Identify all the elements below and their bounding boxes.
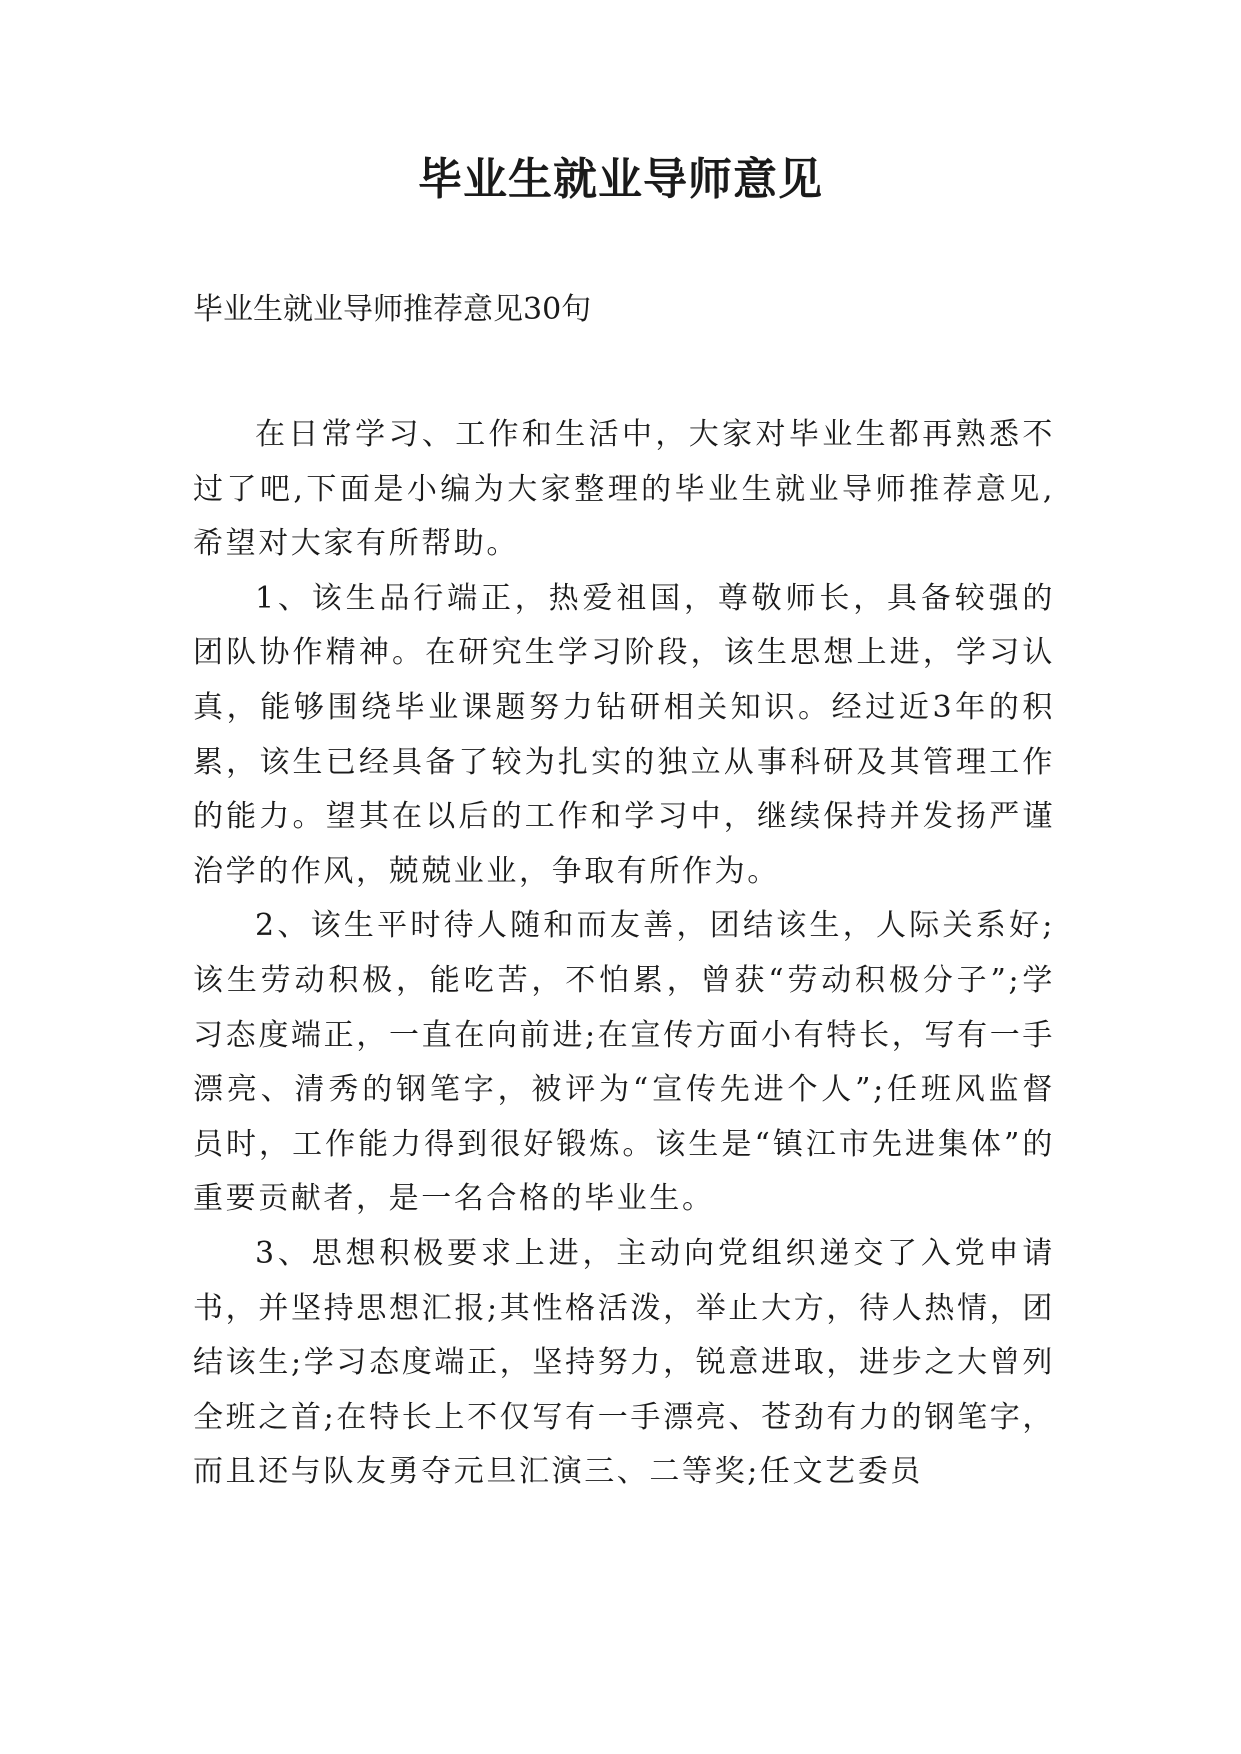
document-subtitle: 毕业生就业导师推荐意见30句	[193, 292, 592, 327]
intro-paragraph: 在日常学习、工作和生活中，大家对毕业生都再熟悉不过了吧,下面是小编为大家整理的毕业生就业导师推荐意见,希望对大家有所帮助。	[193, 417, 1055, 562]
document-title: 毕业生就业导师意见	[418, 154, 823, 205]
opinion-paragraph-1: 1、该生品行端正，热爱祖国，尊敬师长，具备较强的团队协作精神。在研究生学习阶段，该生思想上进，学习认真，能够围绕毕业课题努力钻研相关知识。经过近3年的积累，该生已经具备了较为扎实的独立从事科研及其管理工作的能力。望其在以后的工作和学习中，继续保持并发扬严谨治学的作风，兢兢业业，争取有所作为。	[193, 580, 1055, 889]
opinion-paragraph-2: 2、该生平时待人随和而友善，团结该生，人际关系好;该生劳动积极，能吃苦，不怕累，曾获“劳动积极分子”;学习态度端正，一直在向前进;在宣传方面小有特长，写有一手漂亮、清秀的钢笔字，被评为“宣传先进个人”;任班风监督员时，工作能力得到很好锻炼。该生是“镇江市先进集体”的重要贡献者，是一名合格的毕业生。	[193, 908, 1055, 1217]
opinion-paragraph-3: 3、思想积极要求上进，主动向党组织递交了入党申请书，并坚持思想汇报;其性格活泼，举止大方，待人热情，团结该生;学习态度端正，坚持努力，锐意进取，进步之大曾列全班之首;在特长上不仅写有一手漂亮、苍劲有力的钢笔字，而且还与队友勇夺元旦汇演三、二等奖;任文艺委员	[193, 1235, 1055, 1490]
document-body	[193, 408, 1055, 1500]
